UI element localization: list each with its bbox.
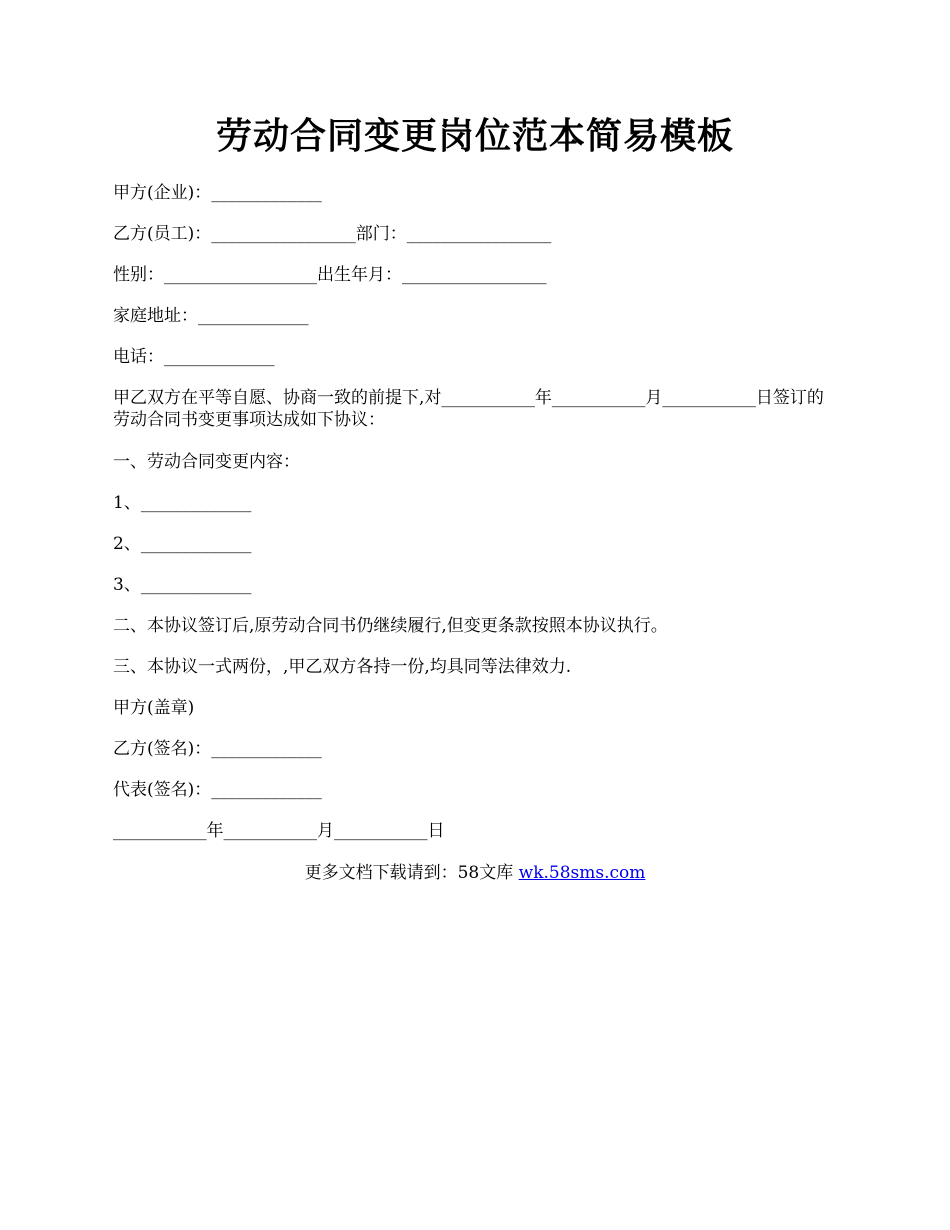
section2-clause: 二、本协议签订后,原劳动合同书仍继续履行,但变更条款按照本协议执行。 bbox=[113, 616, 668, 636]
phone-line: 电话：_____________ bbox=[113, 347, 275, 367]
party-a-seal-line: 甲方(盖章) bbox=[113, 698, 195, 718]
agreement-paragraph: 甲乙双方在平等自愿、协商一致的前提下,对___________年___________月___________日签订的劳动合同书变更事项达成如下协议： bbox=[113, 388, 824, 430]
party-a-company-line: 甲方(企业)：_____________ bbox=[113, 183, 322, 203]
date-line: ___________年___________月___________日 bbox=[113, 821, 445, 841]
change-item-3: 3、_____________ bbox=[113, 575, 252, 595]
section1-heading: 一、劳动合同变更内容： bbox=[113, 452, 300, 472]
party-b-signature-line: 乙方(签名)：_____________ bbox=[113, 739, 322, 759]
footer bbox=[0, 862, 950, 884]
gender-birth-line: 性别：__________________出生年月：_________________ bbox=[113, 265, 547, 285]
home-address-line: 家庭地址：_____________ bbox=[113, 306, 309, 326]
representative-signature-line: 代表(签名)：_____________ bbox=[113, 780, 322, 800]
footer-link[interactable]: wk.58sms.com bbox=[518, 863, 646, 883]
change-item-1: 1、_____________ bbox=[113, 493, 252, 513]
party-b-employee-line: 乙方(员工)：_________________部门：_________________ bbox=[113, 224, 552, 244]
document-title: 劳动合同变更岗位范本简易模板 bbox=[215, 115, 734, 157]
footer-text: 更多文档下载请到：58文库 bbox=[304, 863, 519, 883]
section3-clause: 三、本协议一式两份，,甲乙双方各持一份,均具同等法律效力. bbox=[113, 657, 572, 677]
change-item-2: 2、_____________ bbox=[113, 534, 252, 554]
